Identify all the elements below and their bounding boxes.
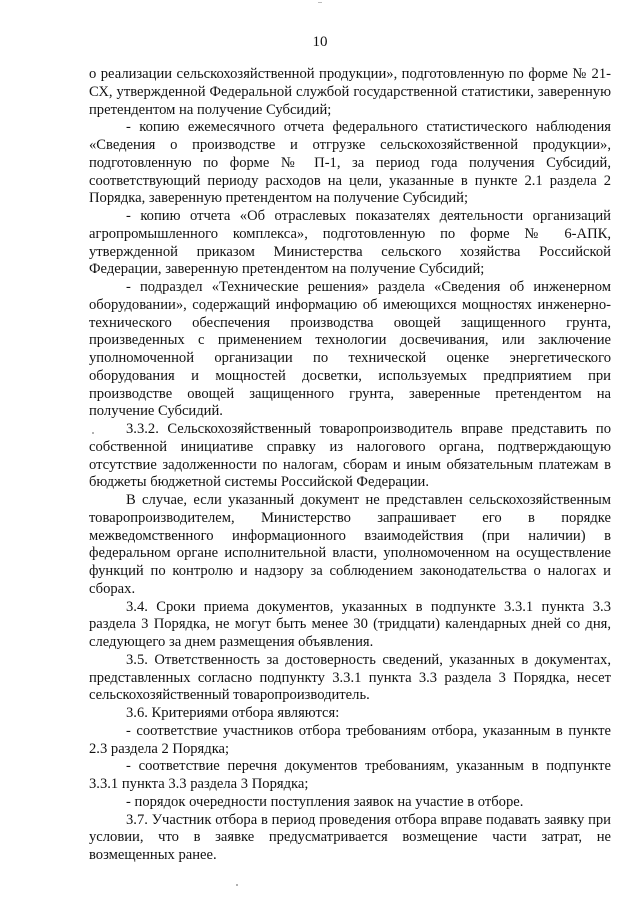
paragraph-criterion-order: - порядок очередности поступления заявок на участие в отборе.	[126, 793, 524, 810]
scan-dot-bottom	[236, 884, 238, 886]
paragraph-3-3-2: 3.3.2. Сельскохозяйственный товаропроизводитель вправе представить по собственной инициативе справку из налогового органа, подтверждающую отсутствие задолженности по налогам, сборам и иным обязательным платежам в бюджеты бюджетной системы Российской Федерации.	[89, 421, 611, 491]
paragraph-3-7: 3.7. Участник отбора в период проведения отбора вправе подавать заявку при условии, что в заявке предусматривается возмещение части затрат, не возмещенных ранее.	[89, 811, 611, 863]
paragraph-3-4: 3.4. Сроки приема документов, указанных в подпункте 3.3.1 пункта 3.3 раздела 3 Порядка, не могут быть менее 30 (тридцати) календарных дней со дня, следующего за днем размещения объявления.	[89, 598, 611, 650]
page-number: 10	[312, 34, 328, 50]
scan-dot-left	[92, 432, 94, 434]
paragraph-technical-solutions: - подраздел «Технические решения» раздела «Сведения об инженерном оборудовании», содержащий информацию об имеющихся мощностях инженерно-технического обеспечения производства овощей защищенного грунта, произведенных с применением технологии досвечивания, или заключение уполномоченной организации по технической оценке энергетического оборудования и мощностей досветки, используемых предприятием при производстве овощей защищенного грунта, заверенные претендентом на получение Субсидий.	[89, 279, 611, 420]
paragraph-report-6-apk: - копию отчета «Об отраслевых показателях деятельности организаций агропромышленного комплекса», подготовленную по форме № 6-АПК, утвержденной приказом Министерства сельского хозяйства Российской Федерации, заверенную претендентом на получение Субсидий;	[89, 208, 611, 278]
paragraph-criterion-participants: - соответствие участников отбора требованиям отбора, указанным в пункте 2.3 раздела 2 Порядка;	[89, 722, 611, 757]
paragraph-criterion-documents: - соответствие перечня документов требованиям, указанным в подпункте 3.3.1 пункта 3.3 раздела 3 Порядка;	[89, 758, 611, 792]
paragraph-report-p1: - копию ежемесячного отчета федерального статистического наблюдения «Сведения о производстве и отгрузке сельскохозяйственной продукции», подготовленную по форме № П-1, за период года получения Субсидий, соответствующий периоду расходов на цели, указанные в пункте 2.1 раздела 2 Порядка, заверенную претендентом на получение Субсидий;	[89, 119, 611, 207]
paragraph-3-5: 3.5. Ответственность за достоверность сведений, указанных в документах, представленных согласно подпункту 3.3.1 пункта 3.3 раздела 3 Порядка, несет сельскохозяйственный товаропроизводитель.	[89, 651, 611, 704]
scan-mark-top	[318, 2, 322, 3]
paragraph-3-6: 3.6. Критериями отбора являются:	[126, 705, 340, 721]
paragraph-interagency-request: В случае, если указанный документ не представлен сельскохозяйственным товаропроизводителем, Министерство запрашивает его в порядке межведомственного информационного взаимодействия (при наличии) в федеральном органе исполнительной власти, уполномоченном на осуществление функций по контролю и надзору за соблюдением законодательства о налогах и сборах.	[89, 492, 611, 597]
paragraph-continuation-21-sx: о реализации сельскохозяйственной продукции», подготовленную по форме № 21-СХ, утвержденной Федеральной службой государственной статистики, заверенную претендентом на получение Субсидий;	[89, 66, 611, 118]
document-body	[89, 66, 611, 865]
